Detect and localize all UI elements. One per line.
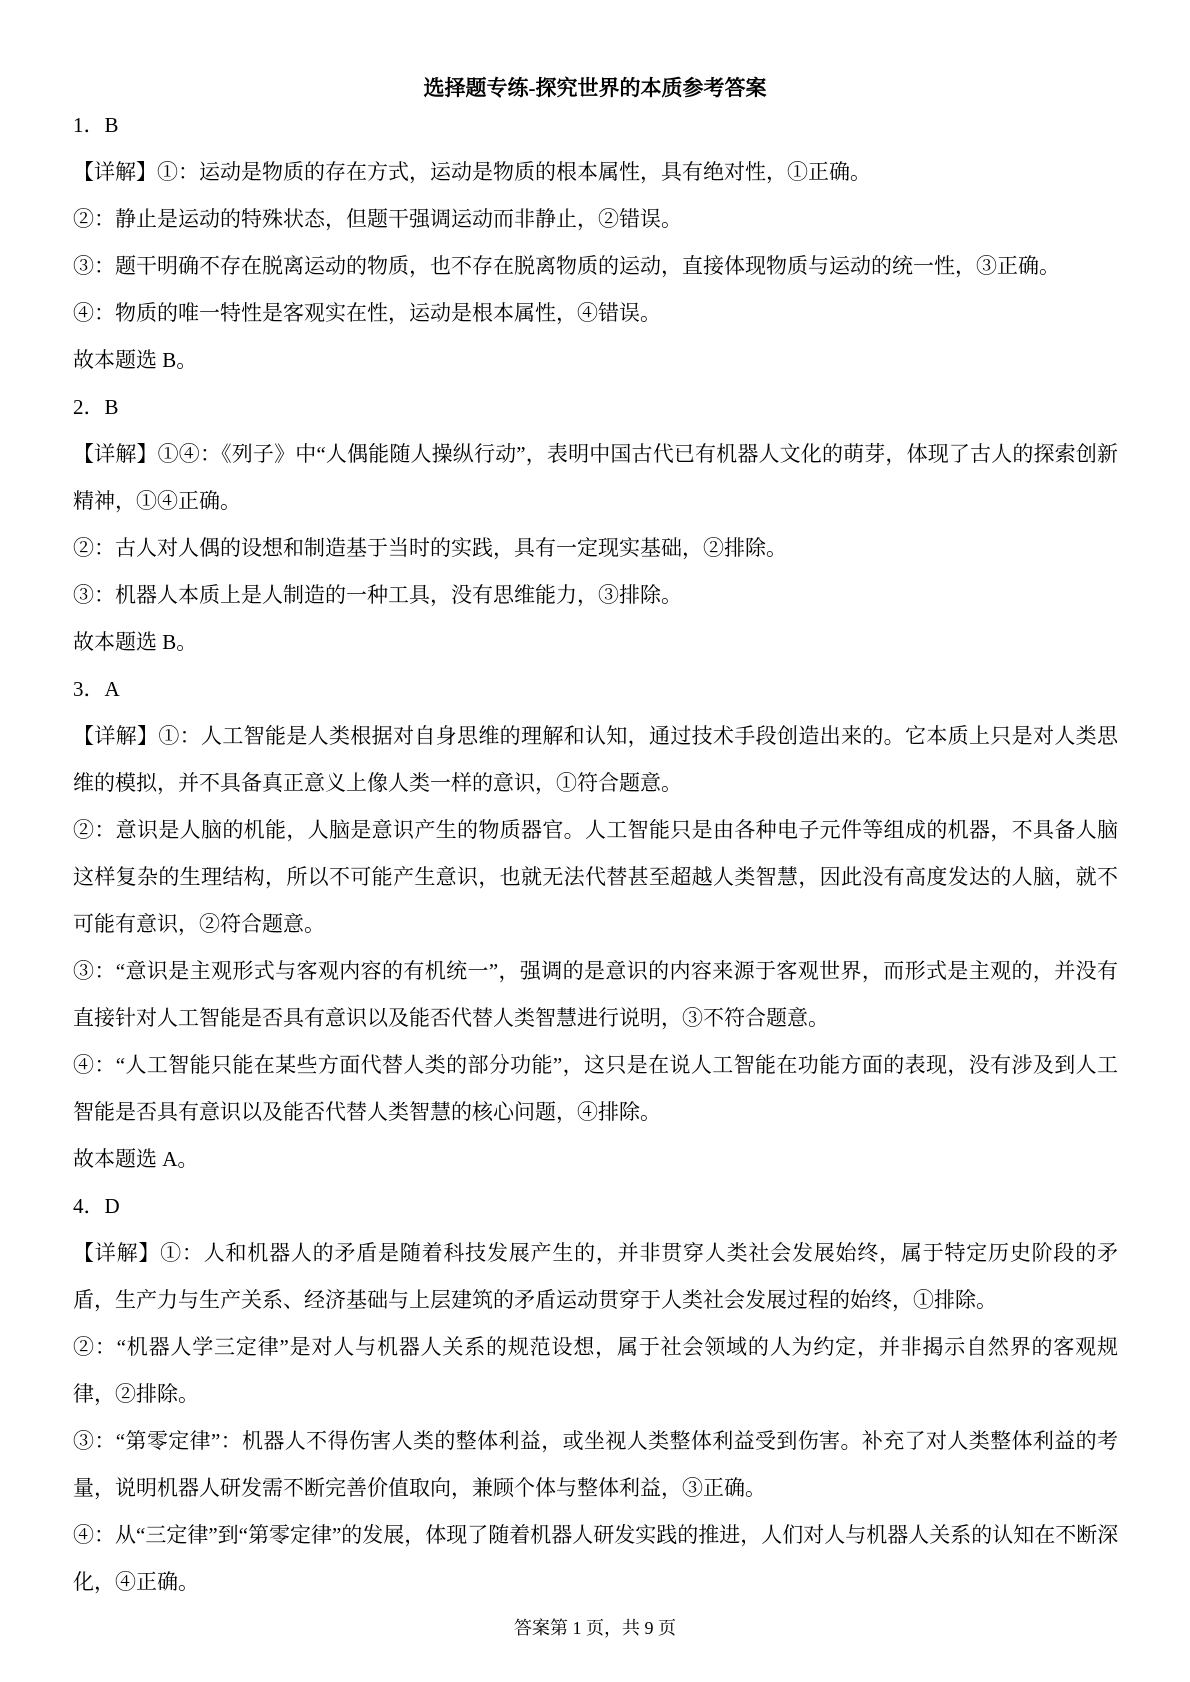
explanation-paragraph <box>73 713 1118 807</box>
explanation-paragraph <box>73 1230 1118 1324</box>
explanation-line: 故本题选 A。 <box>73 1147 199 1171</box>
explanation-paragraph <box>73 1418 1118 1512</box>
page-title: 选择题专练-探究世界的本质参考答案 <box>423 76 767 100</box>
explanation-line: ③：机器人本质上是人制造的一种工具，没有思维能力，③排除。 <box>73 583 682 607</box>
explanation-paragraph <box>73 1042 1118 1136</box>
explanation-paragraph <box>73 1512 1118 1606</box>
explanation-paragraph <box>73 431 1118 525</box>
explanation-line: ③：题干明确不存在脱离运动的物质，也不存在脱离物质的运动，直接体现物质与运动的统一性，③正确。 <box>73 254 1060 278</box>
explanation-line: 盾，生产力与生产关系、经济基础与上层建筑的矛盾运动贯穿于人类社会发展过程的始终，①排除。 <box>73 1288 997 1312</box>
explanation-paragraph <box>73 525 1118 572</box>
question-block <box>73 102 1118 384</box>
explanation-line: 精神，①④正确。 <box>73 489 241 513</box>
explanation-paragraph <box>73 149 1118 196</box>
explanation-line: 【详解】①④：《列子》中“人偶能随人操纵行动”，表明中国古代已有机器人文化的萌芽，体现了古人的探索创新 <box>73 442 1118 466</box>
explanation-paragraph <box>73 948 1118 1042</box>
explanation-line: 维的模拟，并不具备真正意义上像人类一样的意识，①符合题意。 <box>73 771 682 795</box>
question-block <box>73 1183 1118 1606</box>
explanation-paragraph <box>73 619 1118 666</box>
question-block <box>73 384 1118 666</box>
question-answer-key: 1．B <box>73 113 119 137</box>
explanation-line: ②：静止是运动的特殊状态，但题干强调运动而非静止，②错误。 <box>73 207 682 231</box>
explanation-line: ③：“意识是主观形式与客观内容的有机统一”，强调的是意识的内容来源于客观世界，而形式是主观的，并没有 <box>73 959 1118 983</box>
explanation-line: ③：“第零定律”：机器人不得伤害人类的整体利益，或坐视人类整体利益受到伤害。补充了对人类整体利益的考 <box>73 1429 1118 1453</box>
explanation-line: ④：物质的唯一特性是客观实在性，运动是根本属性，④错误。 <box>73 301 661 325</box>
explanation-line: ④：从“三定律”到“第零定律”的发展，体现了随着机器人研发实践的推进，人们对人与机器人关系的认知在不断深 <box>73 1523 1119 1547</box>
answer-body <box>73 102 1118 1606</box>
explanation-line: 可能有意识，②符合题意。 <box>73 912 325 936</box>
explanation-line: ②：意识是人脑的机能，人脑是意识产生的物质器官。人工智能只是由各种电子元件等组成的机器，不具备人脑 <box>73 818 1118 842</box>
explanation-line: ②：古人对人偶的设想和制造基于当时的实践，具有一定现实基础，②排除。 <box>73 536 787 560</box>
explanation-paragraph <box>73 1136 1118 1183</box>
explanation-paragraph <box>73 337 1118 384</box>
question-answer-key: 3．A <box>73 677 120 701</box>
explanation-line: 故本题选 B。 <box>73 348 198 372</box>
explanation-line: 律，②排除。 <box>73 1382 199 1406</box>
explanation-paragraph <box>73 1324 1118 1418</box>
question-block <box>73 666 1118 1183</box>
question-answer-key: 4．D <box>73 1194 120 1218</box>
explanation-line: 故本题选 B。 <box>73 630 198 654</box>
explanation-line: 【详解】①：人和机器人的矛盾是随着科技发展产生的，并非贯穿人类社会发展始终，属于特定历史阶段的矛 <box>73 1241 1118 1265</box>
explanation-line: 智能是否具有意识以及能否代替人类智慧的核心问题，④排除。 <box>73 1100 661 1124</box>
explanation-line: ④：“人工智能只能在某些方面代替人类的部分功能”，这只是在说人工智能在功能方面的表现，没有涉及到人工 <box>73 1053 1118 1077</box>
explanation-line: 【详解】①：运动是物质的存在方式，运动是物质的根本属性，具有绝对性，①正确。 <box>73 160 871 184</box>
explanation-line: ②：“机器人学三定律”是对人与机器人关系的规范设想，属于社会领域的人为约定，并非揭示自然界的客观规 <box>73 1335 1118 1359</box>
explanation-paragraph <box>73 290 1118 337</box>
explanation-line: 化，④正确。 <box>73 1570 199 1594</box>
explanation-paragraph <box>73 196 1118 243</box>
explanation-paragraph <box>73 807 1118 948</box>
explanation-line: 【详解】①：人工智能是人类根据对自身思维的理解和认知，通过技术手段创造出来的。它本质上只是对人类思 <box>73 724 1118 748</box>
explanation-line: 这样复杂的生理结构，所以不可能产生意识，也就无法代替甚至超越人类智慧，因此没有高度发达的人脑，就不 <box>73 865 1118 889</box>
question-answer-key: 2．B <box>73 395 119 419</box>
explanation-line: 直接针对人工智能是否具有意识以及能否代替人类智慧进行说明，③不符合题意。 <box>73 1006 829 1030</box>
explanation-paragraph <box>73 572 1118 619</box>
footer-page-number: 答案第 1 页，共 9 页 <box>514 1618 676 1638</box>
explanation-line: 量，说明机器人研发需不断完善价值取向，兼顾个体与整体利益，③正确。 <box>73 1476 766 1500</box>
explanation-paragraph <box>73 243 1118 290</box>
